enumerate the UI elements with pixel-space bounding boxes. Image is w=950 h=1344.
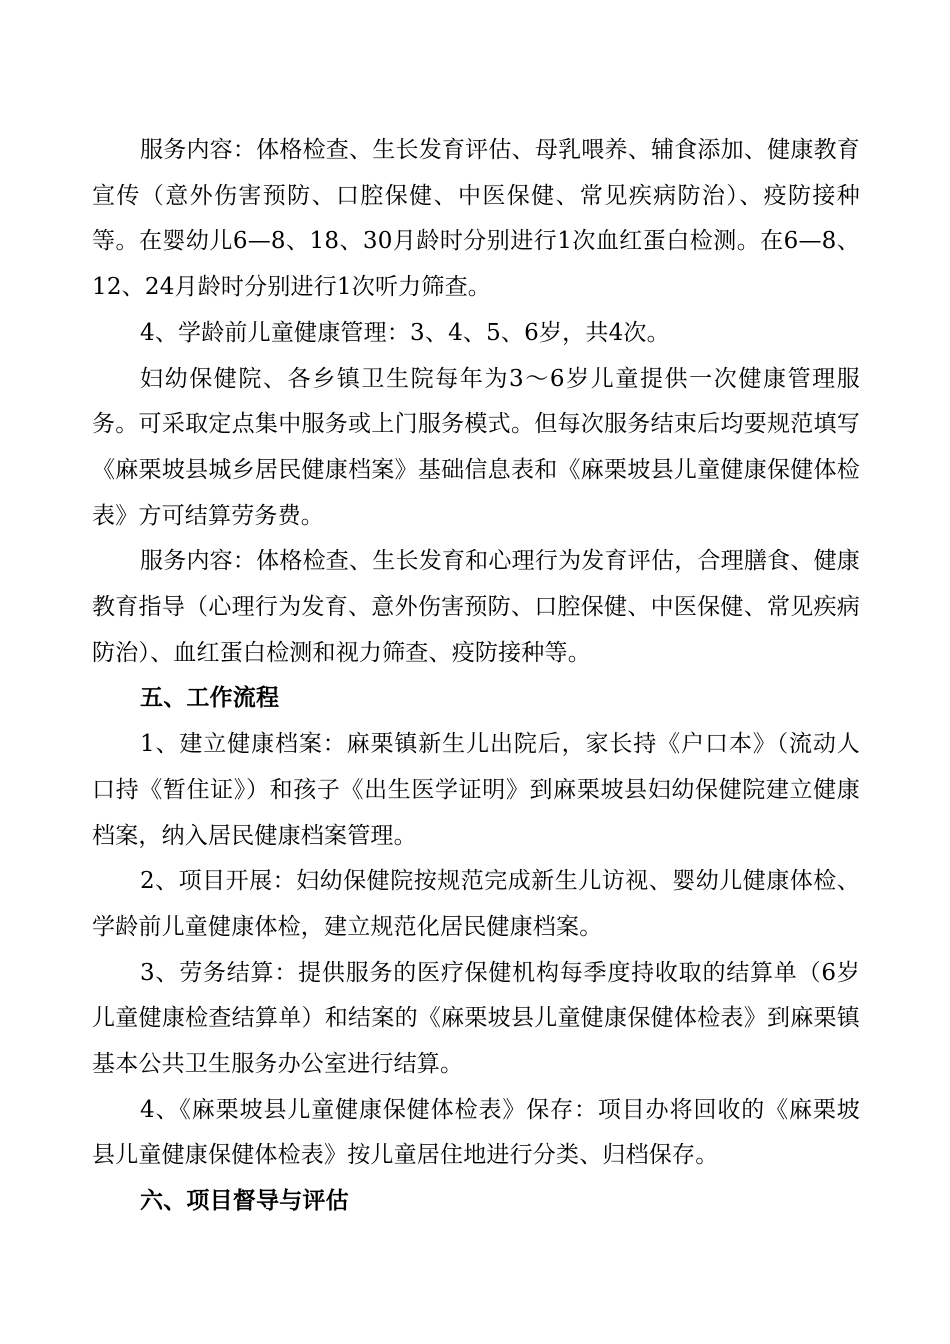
paragraph-service-content-preschool: 服务内容：体格检查、生长发育和心理行为发育评估，合理膳食、健康教育指导（心理行为发育、意外伤害预防、口腔保健、中医保健、常见疾病防治）、血红蛋白检测和视力筛查、疫防接种等。 (92, 548, 860, 666)
section-heading-workflow: 五、工作流程 (140, 685, 280, 712)
document-body (92, 128, 860, 1225)
paragraph-form-storage: 4、《麻栗坡县儿童健康保健体检表》保存：项目办将回收的《麻栗坡县儿童健康保健体检表》按儿童居住地进行分类、归档保存。 (92, 1096, 860, 1169)
paragraph-project-implementation: 2、项目开展：妇幼保健院按规范完成新生儿访视、婴幼儿健康体检、学龄前儿童健康体检，建立规范化居民健康档案。 (92, 868, 860, 940)
paragraph-annual-health-service: 妇幼保健院、各乡镇卫生院每年为3～6岁儿童提供一次健康管理服务。可采取定点集中服务或上门服务模式。但每次服务结束后均要规范填写《麻栗坡县城乡居民健康档案》基础信息表和《麻栗坡县儿童健康保健体检表》方可结算劳务费。 (92, 365, 860, 529)
paragraph-build-health-record: 1、建立健康档案：麻栗镇新生儿出院后，家长持《户口本》（流动人口持《暂住证》）和孩子《出生医学证明》到麻栗坡县妇幼保健院建立健康档案，纳入居民健康档案管理。 (92, 731, 860, 849)
section-heading-supervision-evaluation: 六、项目督导与评估 (140, 1188, 349, 1215)
paragraph-service-content-infant: 服务内容：体格检查、生长发育评估、母乳喂养、辅食添加、健康教育宣传（意外伤害预防、口腔保健、中医保健、常见疾病防治）、疫防接种等。在婴幼儿6—8、18、30月龄时分别进行1次血红蛋白检测。在6—8、12、24月龄时分别进行1次听力筛查。 (92, 137, 860, 301)
paragraph-preschool-health-management: 4、学龄前儿童健康管理：3、4、5、6岁，共4次。 (140, 319, 670, 346)
paragraph-labor-settlement: 3、劳务结算：提供服务的医疗保健机构每季度持收取的结算单（6岁儿童健康检查结算单）和结案的《麻栗坡县儿童健康保健体检表》到麻栗镇基本公共卫生服务办公室进行结算。 (92, 959, 860, 1078)
